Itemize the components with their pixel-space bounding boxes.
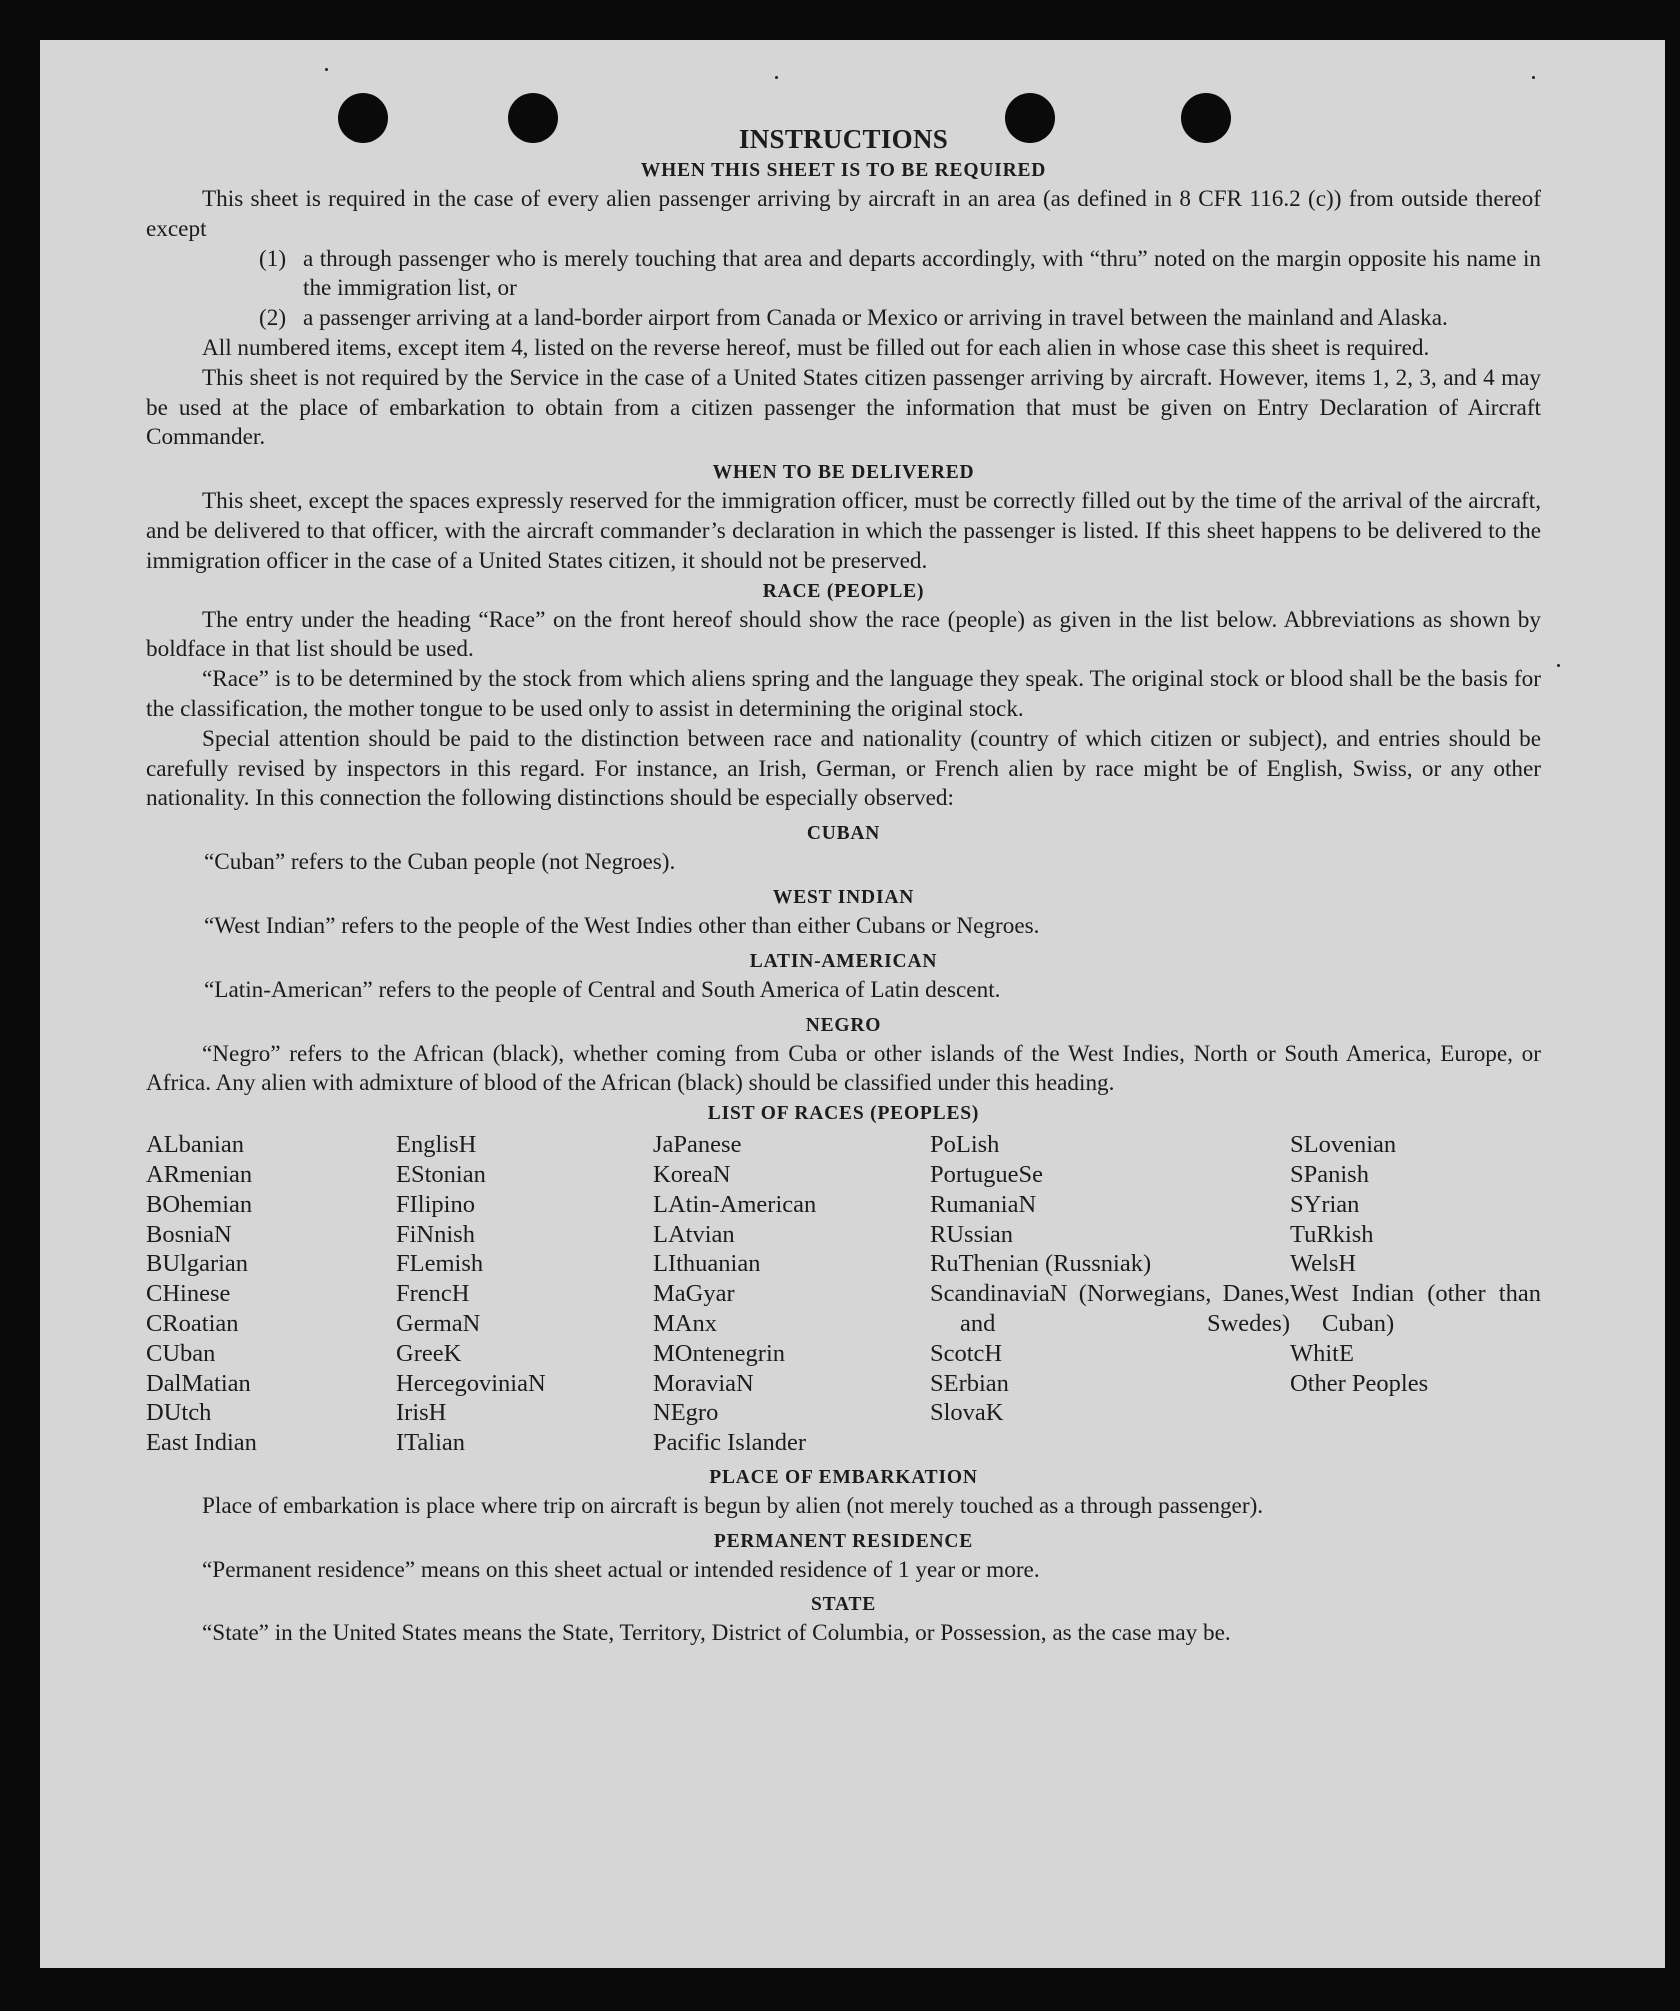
paragraph: This sheet is not required by the Service in the case of a United States citizen passenger arriving by aircraft. However, items 1, 2, 3, and 4 may be used at the place of embarkation to obtain from a citizen passenger the information that must be given on Entry Declaration of Aircraft Commander. — [146, 364, 1541, 451]
definition: “Latin-American” refers to the people of Central and South America of Latin descent. — [204, 976, 1001, 1003]
race-column — [146, 1130, 396, 1458]
race-entry: SPanish — [1290, 1160, 1369, 1188]
paragraph: “Permanent residence” means on this sheet actual or intended residence of 1 year or more. — [202, 1556, 1040, 1583]
definition: “Cuban” refers to the Cuban people (not Negroes). — [204, 849, 676, 876]
race-entry: IrisH — [396, 1399, 447, 1427]
item-text: a passenger arriving at a land-border airport from Canada or Mexico or arriving in travel between the mainland and Alaska. — [303, 305, 1448, 332]
subsection-heading: CUBAN — [806, 823, 881, 845]
race-entry: KoreaN — [653, 1160, 731, 1188]
race-entry: SYrian — [1290, 1190, 1360, 1218]
race-entry: RuThenian (Russniak) — [930, 1250, 1152, 1278]
section-heading: WHEN TO BE DELIVERED — [712, 462, 975, 484]
race-entry: MOntenegrin — [653, 1339, 785, 1367]
race-entry: West Indian (other than Cuban) — [1290, 1280, 1541, 1337]
speck — [325, 68, 328, 71]
race-entry: WhitE — [1290, 1339, 1354, 1367]
race-entry: PortugueSe — [930, 1160, 1043, 1188]
race-column — [396, 1130, 653, 1458]
race-entry: MAnx — [653, 1309, 717, 1337]
race-entry: EStonian — [396, 1160, 486, 1188]
race-entry: PoLish — [930, 1131, 1000, 1159]
race-entry: FrencH — [396, 1280, 470, 1308]
race-entry: MaGyar — [653, 1280, 735, 1308]
race-entry: MoraviaN — [653, 1369, 754, 1397]
race-entry: SlovaK — [930, 1399, 1004, 1427]
race-entry: DUtch — [146, 1399, 212, 1427]
paragraph: The entry under the heading “Race” on the front hereof should show the race (people) as given in the list below. Abbreviations as shown by boldface in that list should be used. — [146, 606, 1541, 663]
race-entry: BOhemian — [146, 1190, 253, 1218]
subsection-heading: LATIN-AMERICAN — [749, 950, 938, 972]
race-entry: GreeK — [396, 1339, 462, 1367]
race-entry: LIthuanian — [653, 1250, 761, 1278]
race-entry: ITalian — [396, 1429, 466, 1457]
race-entry: RumaniaN — [930, 1190, 1037, 1218]
section-heading: RACE (PEOPLE) — [762, 580, 925, 602]
race-entry: HercegoviniaN — [396, 1369, 546, 1397]
paragraph: All numbered items, except item 4, listed on the reverse hereof, must be filled out for each alien in whose case this sheet is required. — [202, 334, 1430, 361]
race-entry: ScotcH — [930, 1339, 1003, 1367]
speck — [1557, 664, 1560, 667]
race-entry: FiNnish — [396, 1220, 475, 1248]
race-entry: SErbian — [930, 1369, 1009, 1397]
race-entry: CUban — [146, 1339, 216, 1367]
instructions-body — [146, 122, 1541, 1649]
list-item — [146, 245, 1541, 305]
race-column — [930, 1130, 1290, 1458]
section-heading: LIST OF RACES (PEOPLES) — [707, 1103, 980, 1125]
race-entry: ARmenian — [146, 1160, 253, 1188]
race-entry: ScandinaviaN (Norwegians, Danes, and Swedes) — [930, 1280, 1290, 1337]
speck — [775, 76, 778, 79]
paragraph: This sheet, except the spaces expressly reserved for the immigration officer, must be correctly filled out by the time of the arrival of the aircraft, and be delivered to that officer, with the aircraft commander’s declaration in which the passenger is listed. If this sheet happens to be delivered to the immigration officer in the case of a United States citizen, it should not be preserved. — [146, 488, 1541, 574]
race-entry: EnglisH — [396, 1131, 477, 1159]
race-entry: GermaN — [396, 1309, 481, 1337]
race-entry: BosniaN — [146, 1220, 232, 1248]
definition: “West Indian” refers to the people of the West Indies other than either Cubans or Negroes. — [204, 912, 1040, 939]
definition: “Negro” refers to the African (black), whether coming from Cuba or other islands of the West Indies, North or South America, Europe, or Africa. Any alien with admixture of blood of the African (black) should be classified under this heading. — [146, 1040, 1541, 1097]
race-entry: LAtin-American — [653, 1190, 817, 1218]
item-text: a through passenger who is merely touching that area and departs accordingly, with “thru” noted on the margin opposite his name in the immigration list, or — [303, 245, 1541, 302]
race-entry: JaPanese — [653, 1131, 742, 1159]
section-heading: STATE — [810, 1594, 877, 1616]
race-entry: WelsH — [1290, 1250, 1357, 1278]
race-entry: Pacific Islander — [653, 1429, 807, 1457]
race-entry: CHinese — [146, 1280, 231, 1308]
paragraph: Special attention should be paid to the distinction between race and nationality (country of which citizen or subject), and entries should be carefully revised by inspectors in this regard. For instance, an Irish, German, or French alien by race might be of English, Swiss, or any other nationality. In this connection the following distinctions should be especially observed: — [146, 725, 1541, 812]
race-column — [653, 1130, 930, 1458]
paragraph: “State” in the United States means the State, Territory, District of Columbia, or Possession, as the case may be. — [202, 1620, 1231, 1647]
paragraph: Place of embarkation is place where trip on aircraft is begun by alien (not merely touched as a through passenger). — [202, 1492, 1264, 1519]
race-entry: FIlipino — [396, 1190, 475, 1218]
document-sheet — [40, 40, 1665, 1968]
section-heading: WHEN THIS SHEET IS TO BE REQUIRED — [640, 160, 1047, 181]
paragraph: “Race” is to be determined by the stock from which aliens spring and the language they speak. The original stock or blood shall be the basis for the classification, the mother tongue to be used only to assist in determining the original stock. — [146, 666, 1541, 722]
list-item — [146, 304, 1541, 334]
race-list — [146, 1130, 1541, 1458]
race-entry: DalMatian — [146, 1369, 251, 1397]
speck — [1532, 76, 1535, 79]
item-number: (1) — [259, 245, 287, 272]
race-entry: LAtvian — [653, 1220, 735, 1248]
section-heading: PLACE OF EMBARKATION — [709, 1466, 978, 1488]
race-entry: Other Peoples — [1290, 1369, 1429, 1397]
subsection-heading: WEST INDIAN — [772, 886, 915, 908]
race-entry: NEgro — [653, 1399, 719, 1427]
race-column — [1290, 1130, 1541, 1458]
race-entry: RUssian — [930, 1220, 1014, 1248]
paragraph: This sheet is required in the case of every alien passenger arriving by aircraft in an area (as defined in 8 CFR 116.2 (c)) from outside thereof except — [146, 186, 1541, 242]
page-title: INSTRUCTIONS — [738, 124, 949, 154]
race-entry: East Indian — [146, 1429, 257, 1457]
race-entry: CRoatian — [146, 1309, 239, 1337]
race-entry: ALbanian — [146, 1131, 244, 1159]
race-entry: BUlgarian — [146, 1250, 249, 1278]
race-entry: SLovenian — [1290, 1131, 1397, 1159]
race-entry: TuRkish — [1290, 1220, 1374, 1248]
item-number: (2) — [259, 305, 287, 332]
subsection-heading: NEGRO — [805, 1014, 882, 1036]
race-entry: FLemish — [396, 1250, 484, 1278]
section-heading: PERMANENT RESIDENCE — [713, 1530, 974, 1552]
